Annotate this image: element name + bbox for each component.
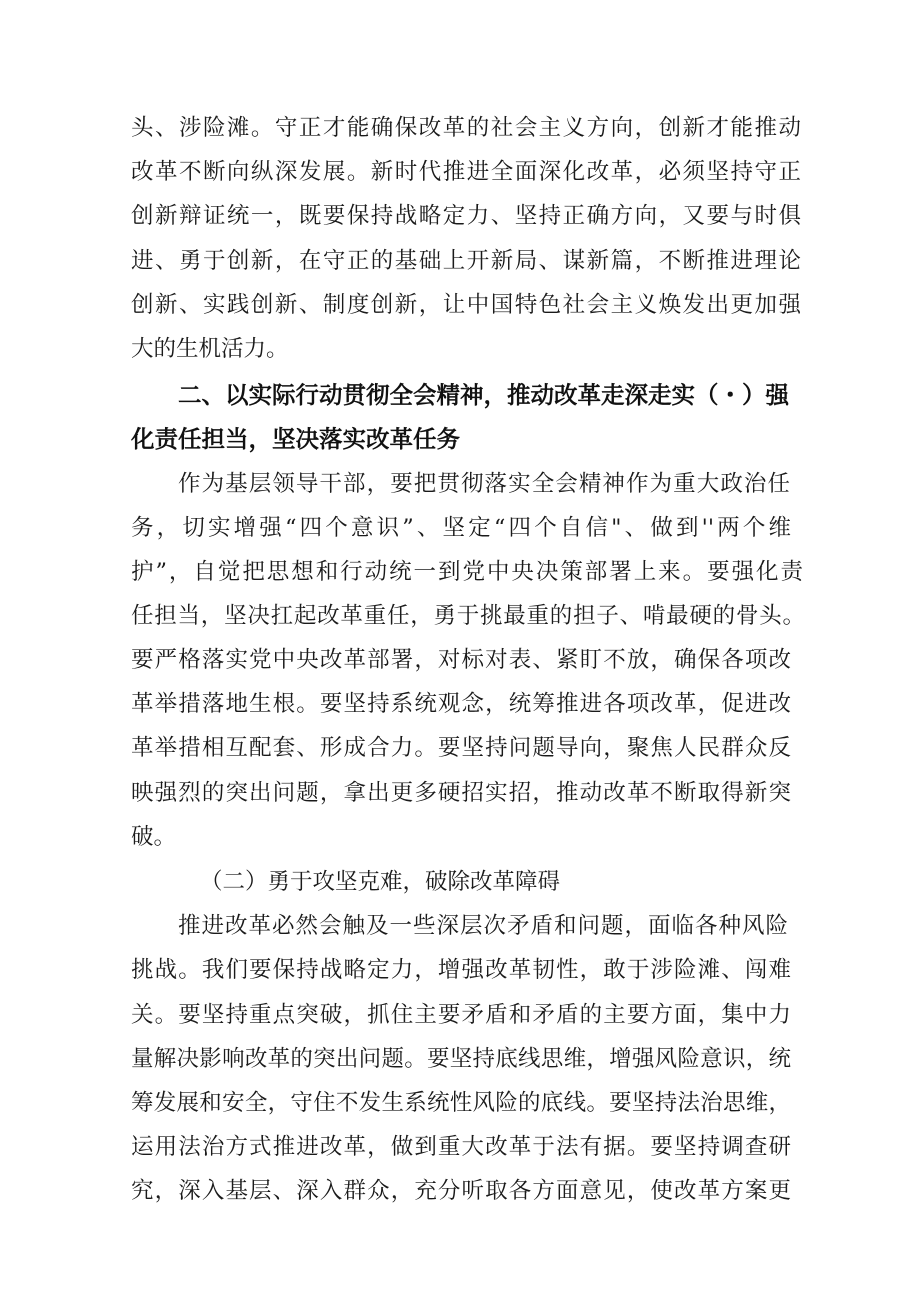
section-heading-line: 二、以实际行动贯彻全会精神，推动改革走深走实（・）强	[178, 381, 789, 409]
text-line: 映强烈的突出问题，拿出更多硬招实招，推动改革不断取得新突	[131, 780, 791, 806]
subheading: （二）勇于攻坚克难，破除改革障碍	[200, 869, 561, 895]
text-line: 挑战。我们要保持战略定力，增强改革韧性，敢于涉险滩、闯难	[131, 957, 791, 983]
text-line: 创新辩证统一，既要保持战略定力、坚持正确方向，又要与时俱	[131, 203, 801, 229]
text-line: 运用法治方式推进改革，做到重大改革于法有据。要坚持调查研	[131, 1134, 791, 1160]
text-line: 护”，自觉把思想和行动统一到党中央决策部署上来。要强化责	[131, 559, 803, 585]
section-heading-line: 化责任担当，坚决落实改革任务	[131, 425, 460, 453]
text-line: 革举措相互配套、形成合力。要坚持问题导向，聚焦人民群众反	[131, 735, 791, 761]
text-line: 头、涉险滩。守正才能确保改革的社会主义方向，创新才能推动	[131, 115, 801, 141]
text-line: 究，深入基层、深入群众，充分听取各方面意见，使改革方案更	[131, 1178, 791, 1204]
text-line: 要严格落实党中央改革部署，对标对表、紧盯不放，确保各项改	[131, 647, 791, 673]
text-line: 革举措落地生根。要坚持系统观念，统筹推进各项改革，促进改	[131, 691, 791, 717]
text-line: 创新、实践创新、制度创新，让中国特色社会主义焕发出更加强	[131, 292, 801, 318]
text-line: 改革不断向纵深发展。新时代推进全面深化改革，必须坚持守正	[131, 159, 801, 185]
text-line: 关。要坚持重点突破，抓住主要矛盾和矛盾的主要方面，集中力	[131, 1002, 791, 1028]
text-line: 大的生机活力。	[131, 336, 289, 362]
text-line: 量解决影响改革的突出问题。要坚持底线思维，增强风险意识，统	[131, 1046, 791, 1072]
text-line: 作为基层领导干部，要把贯彻落实全会精神作为重大政治任	[178, 471, 790, 497]
text-line: 破。	[131, 824, 177, 850]
text-line: 进、勇于创新，在守正的基础上开新局、谋新篇，不断推进理论	[131, 248, 801, 274]
text-line: 任担当，坚决扛起改革重任，勇于挑最重的担子、啃最硬的骨头。	[131, 603, 805, 629]
text-line: 务，切实增强“四个意识”、坚定“四个自信"、做到''两个维	[131, 515, 791, 541]
text-line: 筹发展和安全，守住不发生系统性风险的底线。要坚持法治思维，	[131, 1090, 791, 1116]
text-line: 推进改革必然会触及一些深层次矛盾和问题，面临各种风险	[178, 913, 788, 939]
